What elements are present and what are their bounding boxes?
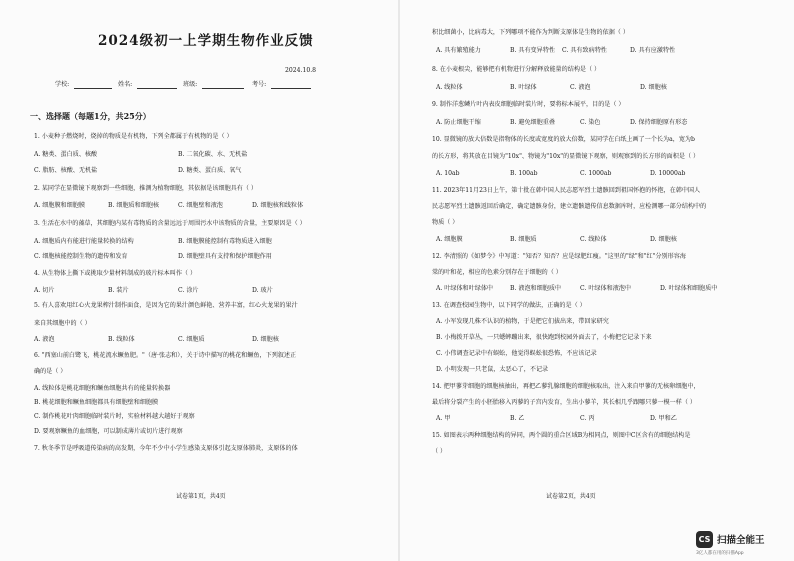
- question-line: 3. 生活在水中的藻草，其细胞内某有毒物质的含量远远于周围污水中该物质的含量，主要原因是（ ）: [34, 220, 306, 227]
- class-label: 班级:: [183, 81, 198, 88]
- question-line: 7. 秋冬季节是呼吸道传染病的高发期，今年不少中小学生感染支原体引起支原体肺炎，支原体的体: [34, 445, 298, 452]
- option-d: D. 叶绿体和细胞质中: [660, 285, 718, 292]
- option-d: D. 细胞核和线粒体: [252, 202, 304, 209]
- option-c: C. 制作桃花叶肉细胞临时装片时，实验材料越大越好于观察: [34, 413, 195, 420]
- scanner-watermark: [696, 529, 788, 557]
- option-c: C. 涂片: [178, 287, 199, 294]
- option-d: D. 玻片: [252, 287, 273, 294]
- option-c: C. 线粒体: [580, 236, 607, 243]
- option-d: D. 细胞核: [252, 336, 279, 343]
- option-d: D. 糖类、蛋白质、氧气: [178, 167, 242, 174]
- question-line: 1. 小麦种子燃烧时，烧掉的物质是有机物，下列全都属于有机物的是（ ）: [34, 133, 233, 140]
- option-c: C. 细胞核能控制生物的遗传和发育: [34, 253, 128, 260]
- option-b: B. 避免细胞重叠: [510, 119, 555, 126]
- option-a: A. 防止细胞干缩: [436, 119, 481, 126]
- option-b: B. 具有变异特性: [510, 47, 555, 54]
- option-c: C. 染色: [580, 119, 601, 126]
- option-a: A. 甲: [436, 415, 451, 422]
- question-line: 12. 李清照的《如梦令》中写道："知否？知否？应是绿肥红瘦。"这里的"绿"和"红"分别形容海: [432, 253, 686, 260]
- camscanner-logo-icon: CS: [696, 531, 713, 548]
- option-b: B. 线粒体: [108, 336, 135, 343]
- option-d: D. 具有应激特性: [630, 47, 676, 54]
- question-line: 物质（ ）: [432, 219, 459, 226]
- option-c: C. 叶绿体和液泡中: [580, 285, 631, 292]
- option-d: D. 细胞核: [650, 236, 677, 243]
- option-a: A. 切片: [34, 287, 55, 294]
- option-c: C. 液泡: [570, 84, 591, 91]
- question-line: 13. 在调查校园生物中，以下同学的做法，正确的是（ ）: [432, 302, 586, 309]
- option-c: C. 小伟调查记录中有蜈蚣，他觉得蜈蚣很恐怖，不应该记录: [436, 350, 597, 357]
- exam-title: 2024级初一上学期生物作业反馈: [98, 33, 314, 49]
- question-line: 棠的叶和花，相应的色素分别存在于细胞的（ ）: [432, 269, 562, 276]
- option-d: D. 细胞壁具有支持和保护细胞作用: [178, 253, 272, 260]
- option-a: A. 10ab: [436, 170, 460, 177]
- question-line: 来自其细胞中的（ ）: [34, 320, 91, 327]
- option-b: B. 细胞质和细胞核: [108, 202, 160, 209]
- question-line: 积比细菌小，比病毒大，下列哪项不能作为判断支原体是生物的依据（ ）: [432, 29, 629, 36]
- name-label: 姓名:: [118, 81, 133, 88]
- school-label: 学校:: [55, 81, 70, 88]
- section-heading: 一、选择题（每题1分，共25分）: [30, 111, 151, 121]
- option-b: B. 叶绿体: [510, 84, 537, 91]
- option-a: A. 具有繁殖能力: [436, 47, 481, 54]
- option-d: D. 细胞核: [640, 84, 667, 91]
- option-b: B. 小梅拨开草丛，一只蟋蟀蹦出来，很快跑到校园外面去了，小梅把它记录下来: [436, 334, 652, 341]
- exam-no-label: 考号:: [252, 81, 267, 88]
- question-line: 15. 如图表示两种细胞结构的异同，两个圆的重合区域B为相同点，则图中C区含有的细胞结构是: [432, 432, 691, 439]
- question-line: 14. 把甲蓼芽细胞的细胞核抽出，再把乙蓼乳腺细胞的细胞核取出，注入来自甲蓼的无核卵细胞中，: [432, 383, 700, 390]
- question-line: 11. 2023年11月23日上午，第十批在韩中国人民志愿军烈士遗骸回到祖国怀抱的怀抱，在韩中国人: [432, 187, 701, 194]
- question-line: 2. 某同学在显微镜下观察到一些细胞，推测为植物细胞，其依据是该细胞具有（ ）: [34, 185, 257, 192]
- option-c: C. 具有致病特性: [562, 47, 607, 54]
- option-a: A. 线粒体: [436, 84, 463, 91]
- exam-no-blank[interactable]: [271, 81, 311, 89]
- question-line: 9. 制作洋葱鳞片叶内表皮细胞临时装片时，要将标本展平，目的是（ ）: [432, 101, 625, 108]
- option-b: B. 细胞膜能控制有毒物质进入细胞: [178, 238, 272, 245]
- option-c: C. 细胞质: [178, 336, 205, 343]
- option-b: B. 液泡和细胞质中: [510, 285, 562, 292]
- option-b: B. 装片: [108, 287, 129, 294]
- option-a: A. 液泡: [34, 336, 55, 343]
- page-footer: 试卷第1页，共4页: [176, 493, 226, 500]
- page-footer: 试卷第2页，共4页: [546, 493, 596, 500]
- question-line: 5. 有人喜欢用红心火龙果榨汁制作面食，是因为它的果汁颜色鲜艳、营养丰富，红心火龙果的果汁: [34, 302, 298, 309]
- question-line: （ ）: [432, 448, 447, 455]
- question-line: 8. 在小麦根尖，能够把有机物进行分解释放能量的结构是（ ）: [432, 66, 601, 73]
- question-line: 最后将分裂产生的小胚胎移入丙蓼的子宫内发育，生出小蓼羊，其长相几乎跟哪只蓼一模一样（ ）: [432, 399, 696, 406]
- question-line: 确的是（ ）: [34, 368, 67, 375]
- option-b: B. 细胞质: [510, 236, 537, 243]
- question-line: 民志愿军烈士遗骸返回后确定，确定遗骸身份，建立遗骸遗传信息数据库时，应检测哪一部分结构中的: [432, 203, 707, 210]
- scanner-app-name: 扫描全能王: [717, 535, 765, 546]
- option-b: B. 二氧化碳、水、无机盐: [178, 151, 248, 158]
- option-d: D. 要观察鳜鱼的血细胞，可以制成薄片或切片进行观察: [34, 428, 183, 435]
- option-c: C. 丙: [580, 415, 595, 422]
- option-a: A. 细胞质内有能进行能量转换的结构: [34, 238, 134, 245]
- option-d: D. 甲和乙: [650, 415, 677, 422]
- exam-date: 2024.10.8: [285, 67, 317, 74]
- option-a: A. 线粒体是桃花细胞和鳜鱼细胞共有的能量转换器: [34, 385, 171, 392]
- exam-page-2: [400, 0, 794, 561]
- option-a: A. 细胞膜: [436, 236, 463, 243]
- option-b: B. 100ab: [510, 170, 538, 177]
- option-a: A. 细胞膜和细胞膜: [34, 202, 85, 209]
- question-line: 6. "西塞山前白鹭飞，桃花流水鳜鱼肥。"（唐·张志和），关于诗中描写的桃花和鳜鱼，下列叙述正: [34, 352, 297, 359]
- option-a: A. 叶绿体和叶绿体中: [436, 285, 494, 292]
- question-line: 4. 从生物体上撕下或挑取少量材料制成的玻片标本叫作（ ）: [34, 270, 197, 277]
- option-b: B. 乙: [510, 415, 525, 422]
- scanner-tagline: 3亿人都在用的扫描App: [696, 551, 744, 556]
- question-line: 10. 显微镜的放大倍数是指物体的长度或宽度的放大倍数，某同学在白纸上画了一个长为a，宽为b: [432, 136, 695, 143]
- option-b: B. 桃花细胞和鳜鱼细胞都具有细胞壁和细胞膜: [34, 399, 159, 406]
- school-blank[interactable]: [74, 81, 112, 89]
- option-c: C. 细胞壁和液泡: [178, 202, 223, 209]
- option-a: A. 糖类、蛋白质、核酸: [34, 151, 98, 158]
- option-d: D. 保持细胞原有形态: [630, 119, 688, 126]
- option-a: A. 小军发现几株不认识的植物，于是把它们拔出来，带回家研究: [436, 318, 609, 325]
- option-d: D. 小明发现一只老鼠，太恶心了，不记录: [436, 366, 549, 373]
- class-blank[interactable]: [202, 81, 244, 89]
- option-c: C. 脂肪、核酸、无机盐: [34, 167, 98, 174]
- option-c: C. 1000ab: [580, 170, 612, 177]
- option-d: D. 10000ab: [650, 170, 686, 177]
- question-line: 的长方形，将其放在目镜为"10x"、物镜为"10x"的显微镜下观察，则观察到的长方形的面积是（ ）: [432, 153, 700, 160]
- name-blank[interactable]: [137, 81, 177, 89]
